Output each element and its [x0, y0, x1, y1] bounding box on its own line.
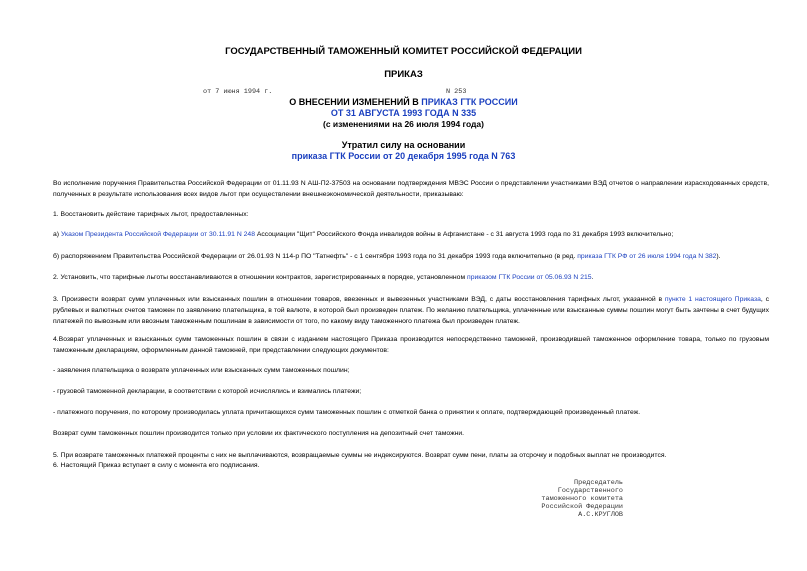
paragraph-4: 4.Возврат уплаченных и взысканных сумм таможенных пошлин в связи с изданием настоящего Приказа производится непосредственно таможней, производившей таможенное оформление товара, только по грузовым таможенным декларациям, оформленным данной таможней, при представлении следующих документов: [53, 336, 769, 354]
signature-line-2: Государственного [557, 487, 623, 495]
paragraph-a [53, 229, 769, 240]
paragraph-5: 5. При возврате таможенных платежей проценты с них не выплачиваются, возвращаемые суммы не индексируются. Возврат сумм пени, платы за отсрочку и подобных выплат не производится. [53, 452, 667, 459]
repealing-order-link[interactable]: приказа ГТК России от 20 декабря 1995 года N 763 [291, 151, 516, 161]
title-line-2 [0, 108, 807, 118]
paragraph-6: 6. Настоящий Приказ вступает в силу с момента его подписания. [53, 462, 260, 469]
intro-paragraph: Во исполнение поручения Правительства Российской Федерации от 01.11.93 N АШ-П2-37503 на основании подтверждения МВЭС России о представлении участниками ВЭД отчетов о направлении израсходованных средств, полученных в результате использования всех видов льгот при осуществлении внешнеэкономической деятельности, приказываю: [53, 180, 769, 198]
decree-link[interactable]: Указом Президента Российской Федерации от 30.11.91 N 248 [60, 231, 255, 238]
organization-title: ГОСУДАРСТВЕННЫЙ ТАМОЖЕННЫЙ КОМИТЕТ РОССИЙСКОЙ ФЕДЕРАЦИИ [225, 46, 582, 57]
paragraph-b-end: ). [716, 253, 721, 260]
amended-order-link[interactable]: ПРИКАЗ ГТК РОССИИ [421, 97, 518, 107]
paragraph-b [53, 251, 769, 262]
status-line: Утратил силу на основании [341, 140, 466, 150]
document-item-1: - заявления плательщика о возврате уплаченных или взысканных сумм таможенных пошлин; [53, 367, 350, 374]
amended-order-date-link[interactable]: ОТ 31 АВГУСТА 1993 ГОДА N 335 [330, 108, 477, 118]
signatory-name: А.С.КРУГЛОВ [578, 511, 623, 519]
order-215-link[interactable]: приказом ГТК России от 05.06.93 N 215 [467, 274, 592, 281]
signature-line-4: Российской Федерации [541, 503, 623, 511]
paragraph-b-text: б) распоряжением Правительства Российской Федерации от 26.01.93 N 114-р ПО "Татнефть" - с 1 сентября 1993 года по 31 декабря 1993 года включительно (в ред. [53, 253, 578, 260]
clause-1-link[interactable]: пункте 1 настоящего Приказа [664, 296, 761, 303]
signature-line-3: таможенного комитета [541, 495, 623, 503]
paragraph-3 [53, 294, 769, 327]
paragraph-2-text: 2. Установить, что тарифные льготы восстанавливаются в отношении контрактов, зарегистрированных в порядке, установленном [53, 274, 468, 281]
paragraph-1: 1. Восстановить действие тарифных льгот, предоставленных: [53, 211, 249, 218]
paragraph-a-text: Ассоциации "Щит" Российского Фонда инвалидов войны в Афганистане - с 31 августа 1993 года по 31 декабря 1993 включительно; [254, 231, 674, 238]
paragraph-2-end: . [591, 274, 594, 281]
revision-note: (с изменениями на 26 июля 1994 года) [323, 119, 484, 129]
paragraph-2 [53, 272, 769, 283]
document-type: ПРИКАЗ [384, 69, 423, 80]
paragraph-4b: Возврат сумм таможенных пошлин производится только при условии их фактического поступления на депозитный счет таможни. [53, 430, 465, 437]
document-item-2: - грузовой таможенной декларации, в соответствии с которой исчислялись и взимались платежи; [53, 388, 362, 395]
amendment-order-link[interactable]: приказа ГТК РФ от 26 июля 1994 года N 382 [577, 253, 717, 260]
status-line-link-row [0, 151, 807, 161]
signature-block [541, 479, 623, 519]
document-date: от 7 июня 1994 г. [203, 88, 273, 96]
title-line-1 [0, 97, 807, 107]
signature-line-1: Председатель [574, 479, 623, 487]
title-prefix: О ВНЕСЕНИИ ИЗМЕНЕНИЙ В [289, 97, 422, 107]
paragraph-3-end: , с рублевых и валютных счетов таможен по заявлению плательщика, в той валюте, в которой был произведен платеж. По желанию плательщика, уплаченные или взысканные суммы пошлин могут быть зачтены в счет будущих платежей по вывозным или ввозным таможенным пошлинам в зависимости от того, по какому виду таможенного платежа был произведен платеж. [53, 296, 769, 325]
paragraph-a-prefix: а) [53, 231, 61, 238]
document-item-3: - платежного поручения, по которому производилась уплата причитающихся сумм таможенных пошлин с отметкой банка о принятии к оплате, подтверждающей произведенный платеж. [53, 409, 641, 416]
document-number: N 253 [446, 88, 467, 96]
paragraph-3-text: 3. Произвести возврат сумм уплаченных или взысканных пошлин в отношении товаров, ввезенных и вывезенных участниками ВЭД, с даты восстановления тарифных льгот, указанной в [53, 296, 665, 303]
